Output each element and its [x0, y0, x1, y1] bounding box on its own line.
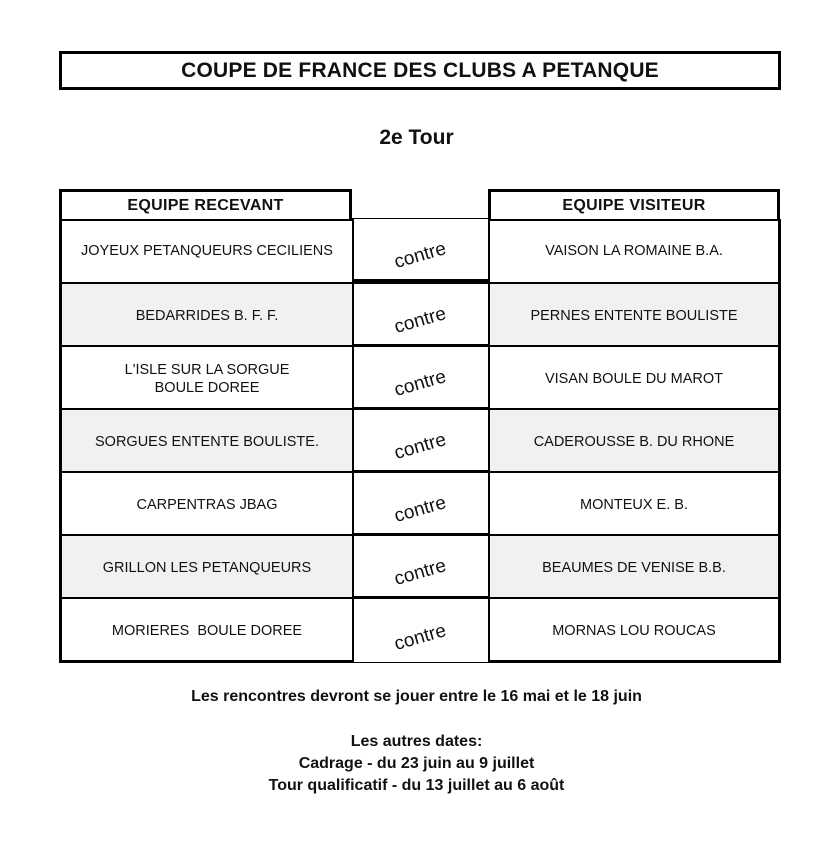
- table-row: [62, 471, 778, 536]
- table-row: [62, 219, 778, 282]
- home-team-cell: MORIERES BOULE DOREE: [62, 599, 354, 662]
- home-team-cell: BEDARRIDES B. F. F.: [62, 284, 354, 347]
- versus-label: contre: [391, 238, 449, 273]
- versus-cell: [354, 599, 490, 662]
- away-team-cell: VAISON LA ROMAINE B.A.: [545, 242, 723, 259]
- home-team-header: EQUIPE RECEVANT: [59, 189, 352, 221]
- table-row: [62, 408, 778, 473]
- away-team-cell: CADEROUSSE B. DU RHONE: [533, 433, 735, 450]
- table-row: [62, 597, 778, 662]
- versus-label: contre: [391, 492, 449, 527]
- qualificatif-dates: Tour qualificatif - du 13 juillet au 6 août: [268, 777, 565, 794]
- other-dates-title: Les autres dates:: [350, 733, 483, 750]
- home-team-cell: GRILLON LES PETANQUEURS: [62, 536, 354, 599]
- versus-cell: [354, 536, 490, 599]
- home-team-cell: CARPENTRAS JBAG: [62, 473, 354, 536]
- away-team-cell: MONTEUX E. B.: [580, 496, 688, 513]
- away-team-cell: MORNAS LOU ROUCAS: [552, 622, 716, 639]
- versus-label: contre: [391, 303, 449, 338]
- table-row: [62, 282, 778, 347]
- page-title: COUPE DE FRANCE DES CLUBS A PETANQUE: [59, 51, 781, 90]
- table-row: [62, 534, 778, 599]
- away-team-header: EQUIPE VISITEUR: [488, 189, 780, 221]
- away-team-cell: BEAUMES DE VENISE B.B.: [542, 559, 726, 576]
- home-team-cell: SORGUES ENTENTE BOULISTE.: [62, 410, 354, 473]
- versus-cell: [354, 284, 490, 347]
- versus-cell: [354, 219, 490, 282]
- schedule-note: Les rencontres devront se jouer entre le 16 mai et le 18 juin: [191, 688, 642, 705]
- away-team-cell: VISAN BOULE DU MAROT: [544, 370, 724, 387]
- home-team-cell: JOYEUX PETANQUEURS CECILIENS: [62, 219, 354, 282]
- table-row: [62, 345, 778, 410]
- versus-label: contre: [391, 429, 449, 464]
- cadrage-dates: Cadrage - du 23 juin au 9 juillet: [298, 755, 535, 772]
- versus-label: contre: [391, 555, 449, 590]
- home-team-cell: L'ISLE SUR LA SORGUE BOULE DOREE: [62, 347, 354, 410]
- round-subtitle: 2e Tour: [379, 126, 454, 149]
- versus-cell: [354, 347, 490, 410]
- versus-label: contre: [391, 619, 449, 655]
- matches-table: [59, 219, 781, 663]
- versus-cell: [354, 410, 490, 473]
- versus-label: contre: [391, 366, 449, 401]
- away-team-cell: PERNES ENTENTE BOULISTE: [530, 307, 738, 324]
- versus-cell: [354, 473, 490, 536]
